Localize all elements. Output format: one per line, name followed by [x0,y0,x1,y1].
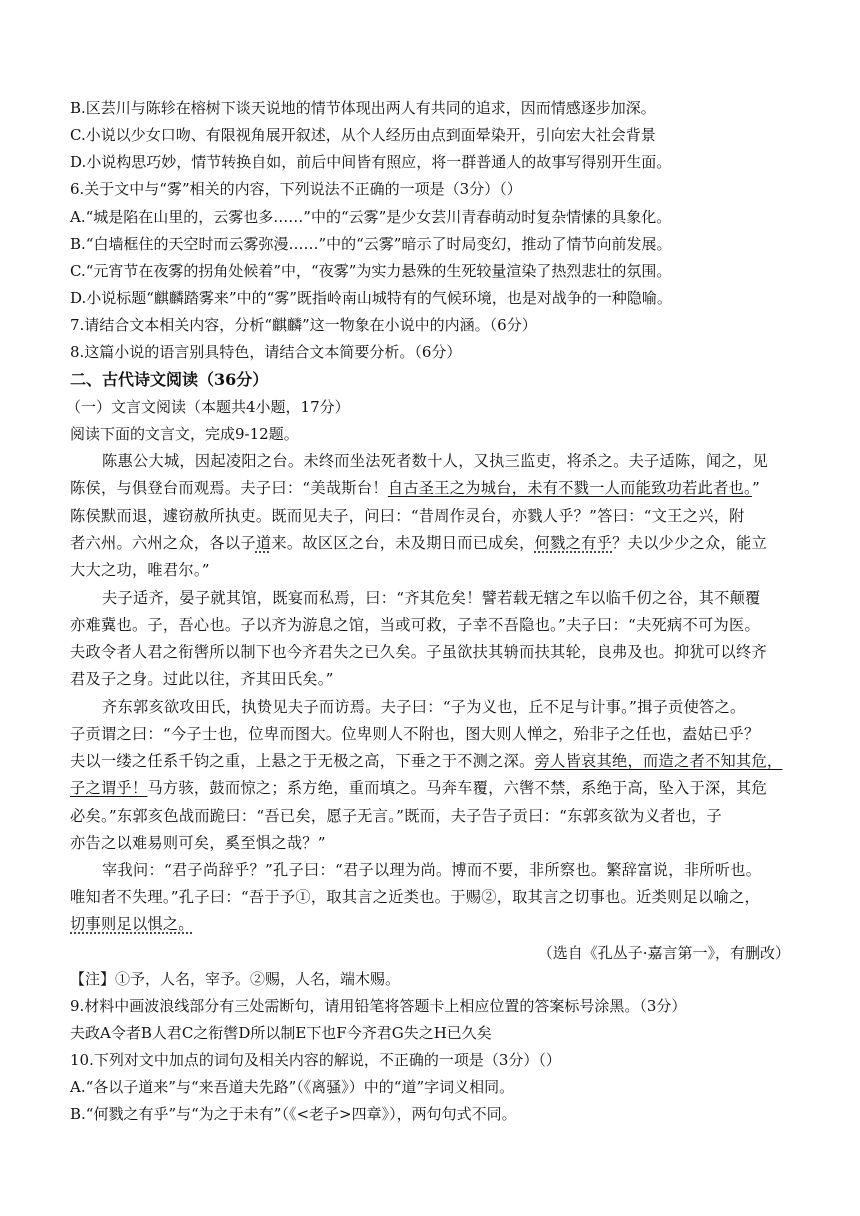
passage-text: 者六州。六州之众，各以子 [70,534,256,552]
underlined-sentence: 旁人皆哀其绝，而造之者不知其危， [534,752,783,770]
passage-line: 大大之功，唯君尔。” [70,561,210,579]
option-5c: C.小说以少女口吻、有限视角展开叙述，从个人经历由点到面晕染开，引向宏大社会背景 [70,126,656,144]
question-6: 6.关于文中与“雾”相关的内容，下列说法不正确的一项是（3分）（） [70,180,522,198]
passage-line [70,478,760,498]
passage-text: 夫以一缕之任系千钧之重，上悬之于无极之高，下垂之于不测之深。 [70,752,535,770]
option-6d: D.小说标题“麒麟踏雾来”中的“雾”既指岭南山城特有的气候环境，也是对战争的一种隐喻。 [70,289,672,307]
option-6c: C.“元宵节在夜雾的拐角处候着”中，“夜雾”为实力悬殊的生死较量渲染了热烈悲壮的氛围。 [70,262,672,280]
passage-text: 来。故区区之台，未及期日而已成矣， [271,534,535,552]
passage-line [70,914,194,934]
passage-text: ？夫以少少之众，能立 [612,534,767,552]
passage-text: 马方骇，鼓而惊之；系方绝，重而填之。马奔车覆，六辔不禁，系绝于高，坠入于深，其危 [147,779,767,797]
passage-line: 陈惠公大城，因起凌阳之台。未终而坐法死者数十人，又执三监吏，将杀之。夫子适陈，闻之，见 [102,452,768,470]
option-5b: B.区芸川与陈轸在榕树下谈天说地的情节体现出两人有共同的追求，因而情感逐步加深。 [70,99,656,117]
passage-line [70,778,767,798]
question-9-options: 夫政A令者B人君C之衔辔D所以制E下也F今齐君G失之H已久矣 [70,1024,492,1042]
dotted-phrase: 何戮之有乎 [534,534,613,552]
passage-line: 亦难冀也。子，吾心也。子以齐为游息之馆，当或可救，子幸不吾隐也。”夫子曰：“夫死病不可为医。 [70,616,760,634]
option-10b: B.“何戮之有乎”与“为之于未有”（《<老子>四章》），两句句式不同。 [70,1105,517,1123]
question-8: 8.这篇小说的语言别具特色，请结合文本简要分析。（6分） [70,343,462,361]
passage-line: 子贡谓之曰：“今子士也，位卑而图大。位卑则人不附也，图大则人惮之，殆非子之任也，盍姑已乎？ [70,725,760,743]
option-6a: A.“城是陷在山里的，云雾也多……”中的“云雾”是少女芸川青春萌动时复杂情愫的具象化。 [70,208,672,226]
passage-text: 陈侯，与俱登台而观焉。夫子曰：“美哉斯台！ [70,479,388,497]
passage-line: 唯知者不失理。”孔子曰：“吾于予①，取其言之近类也。于赐②，取其言之切事也。近类则足以喻之， [70,888,760,906]
question-7: 7.请结合文本相关内容，分析“麒麟”这一物象在小说中的内涵。（6分） [70,316,537,334]
question-10: 10.下列对文中加点的词句及相关内容的解说，不正确的一项是（3分）（） [70,1051,561,1069]
underlined-sentence: 子之谓乎！ [70,779,148,797]
passage-line [70,751,782,771]
passage-text: ” [751,479,761,497]
passage-line: 君及子之身。过此以往，齐其田氏矣。” [70,670,334,688]
subsection-heading: （一）文言文阅读（本题共4小题，17分） [66,398,350,416]
passage-line: 陈侯默而退，遽窃赦所执吏。既而见夫子，问曰：“昔周作灵台，亦戮人乎？”答曰：“文王之兴，附 [70,507,745,525]
passage-line: 夫政令者人君之衔辔所以制下也今齐君失之已久矣。子虽欲扶其辀而扶其轮，良弗及也。抑犹可以终齐 [70,643,767,661]
dotted-phrase: 切事则足以惧之。 [70,915,194,933]
option-5d: D.小说构思巧妙，情节转换自如，前后中间皆有照应，将一群普通人的故事写得别开生面。 [70,153,672,171]
instruction: 阅读下面的文言文，完成9-12题。 [70,425,299,443]
option-10a: A.“各以子道来”与“来吾道夫先路”（《离骚》）中的“道”字词义相同。 [70,1078,515,1096]
dotted-word: 道 [255,534,272,552]
passage-line [70,533,767,553]
option-6b: B.“白墙框住的天空时而云雾弥漫……”中的“云雾”暗示了时局变幻，推动了情节向前发展。 [70,235,672,253]
footnote: 【注】①予，人名，宰予。②赐，人名，端木赐。 [70,970,401,988]
source-citation: （选自《孔丛子·嘉言第一》，有删改） [537,944,790,962]
passage-line: 齐东郭亥欲攻田氏，执贽见夫子而访焉。夫子曰：“子为义也，丘不足与计事。”揖子贡使答之。 [102,698,746,716]
passage-line: 必矣。”东郭亥色战而跪曰：“吾已矣，愿子无言。”既而，夫子告子贡曰：“东郭亥欲为义者也，子 [70,807,723,825]
passage-line: 亦告之以难易则可矣，奚至惧之哉？” [70,834,326,852]
passage-line: 宰我问：“君子尚辞乎？”孔子曰：“君子以理为尚。博而不要，非所察也。繁辞富说，非所听也。 [102,861,762,879]
section-heading: 二、古代诗文阅读（36分） [70,370,269,389]
underlined-sentence: 自古圣王之为城台，未有不戮一人而能致功若此者也。 [387,479,752,497]
passage-line: 夫子适齐，晏子就其馆，既宴而私焉，曰：“齐其危矣！譬若载无辖之车以临千仞之谷，其不颠覆 [102,589,761,607]
question-9: 9.材料中画波浪线部分有三处需断句，请用铅笔将答题卡上相应位置的答案标号涂黑。（3分） [70,997,687,1015]
